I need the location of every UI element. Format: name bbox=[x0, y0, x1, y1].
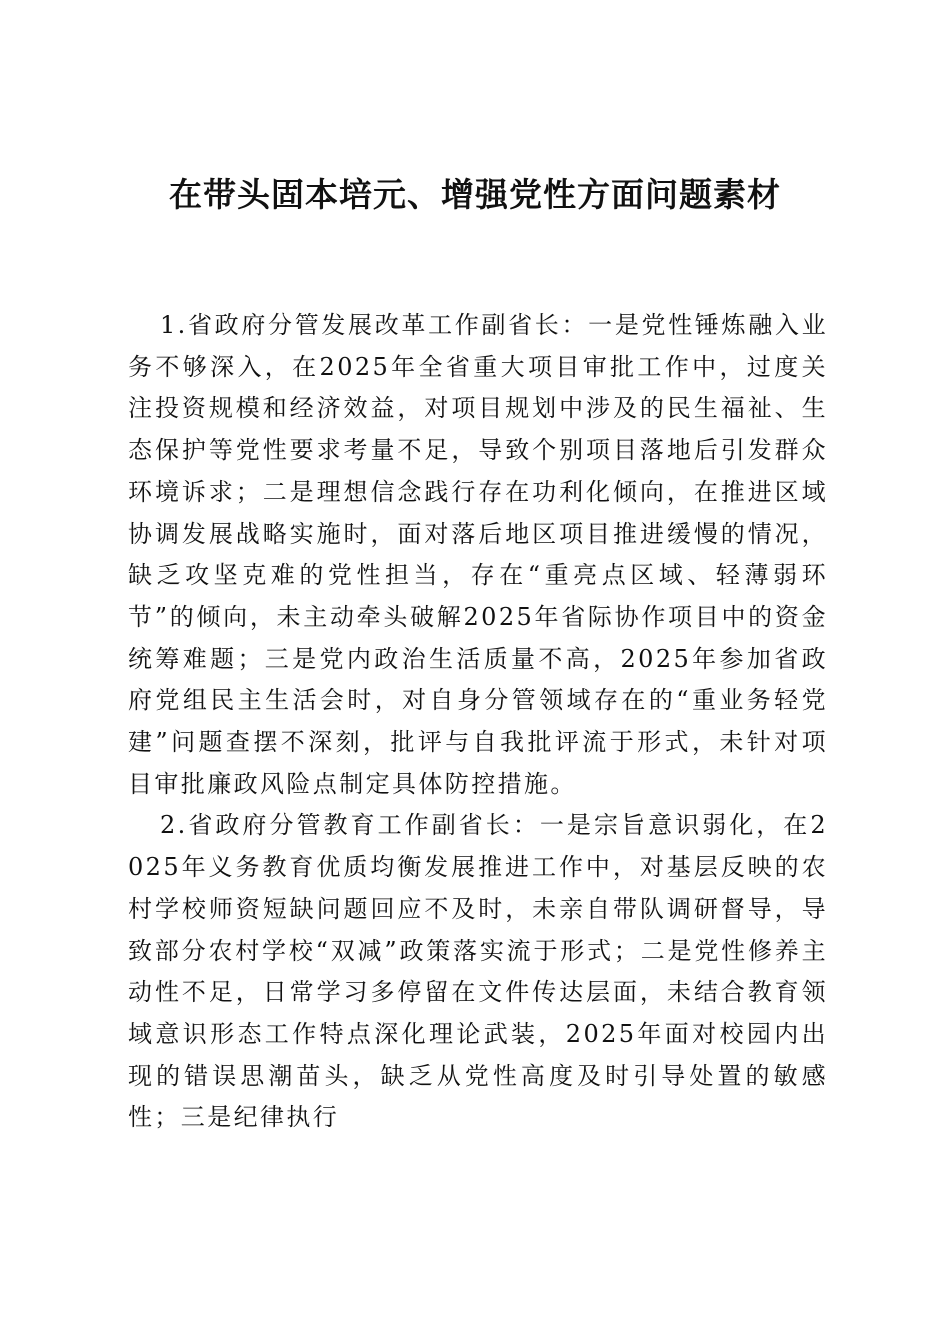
document-title: 在带头固本培元、增强党性方面问题素材 bbox=[169, 175, 781, 214]
document-body bbox=[128, 305, 828, 1139]
paragraph-2: 2.省政府分管教育工作副省长：一是宗旨意识弱化，在2025年义务教育优质均衡发展推进工作中，对基层反映的农村学校师资短缺问题回应不及时，未亲自带队调研督导，导致部分农村学校“双减”政策落实流于形式；二是党性修养主动性不足，日常学习多停留在文件传达层面，未结合教育领域意识形态工作特点深化理论武装，2025年面对校园内出现的错误思潮苗头，缺乏从党性高度及时引导处置的敏感性；三是纪律执行 bbox=[128, 811, 828, 1132]
paragraph-1: 1.省政府分管发展改革工作副省长：一是党性锤炼融入业务不够深入，在2025年全省重大项目审批工作中，过度关注投资规模和经济效益，对项目规划中涉及的民生福祉、生态保护等党性要求考量不足，导致个别项目落地后引发群众环境诉求；二是理想信念践行存在功利化倾向，在推进区域协调发展战略实施时，面对落后地区项目推进缓慢的情况，缺乏攻坚克难的党性担当，存在“重亮点区域、轻薄弱环节”的倾向，未主动牵头破解2025年省际协作项目中的资金统筹难题；三是党内政治生活质量不高，2025年参加省政府党组民主生活会时，对自身分管领域存在的“重业务轻党建”问题查摆不深刻，批评与自我批评流于形式，未针对项目审批廉政风险点制定具体防控措施。 bbox=[128, 311, 828, 798]
